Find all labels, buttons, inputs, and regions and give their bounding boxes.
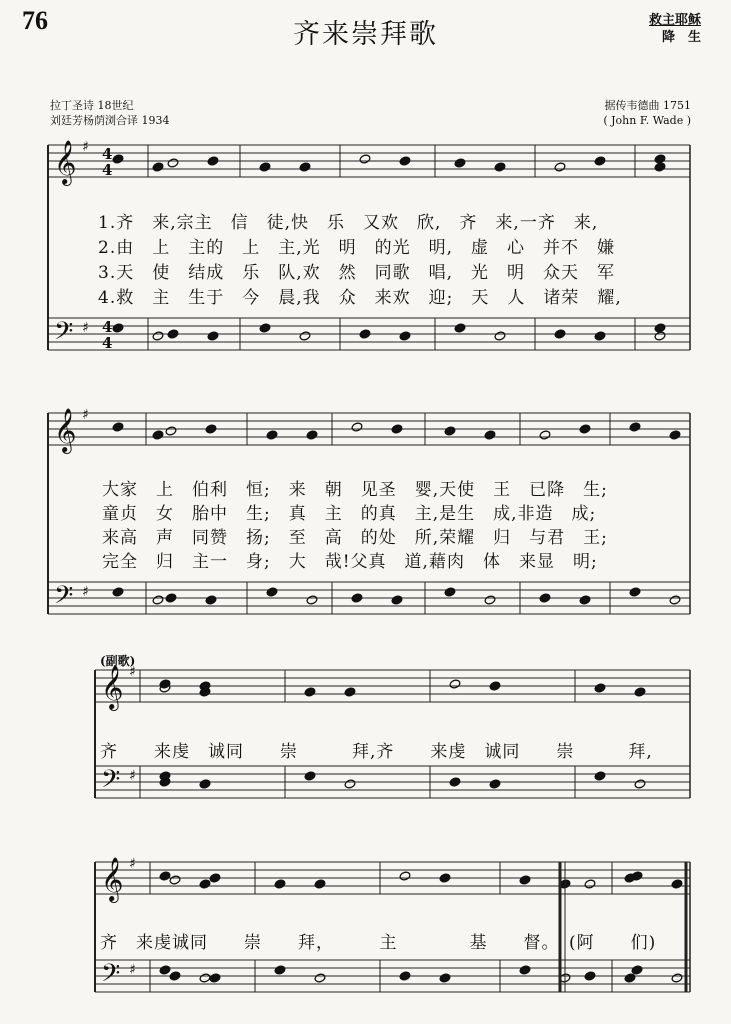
note-head (274, 965, 286, 975)
note-head (199, 879, 211, 889)
note-head (391, 424, 403, 434)
note-head (454, 323, 466, 333)
note-head (359, 154, 371, 164)
treble-clef-icon: 𝄞 (54, 408, 77, 452)
lyric-verse-1-sys1: 1.齐 来,宗主 信 徒,快 乐 又欢 欣, 齐 来,一齐 来, (98, 213, 599, 233)
treble-clef-icon: 𝄞 (101, 857, 124, 901)
note-head (344, 687, 356, 697)
note-head (112, 154, 124, 164)
time-signature: 4 (102, 334, 113, 352)
note-head (579, 595, 591, 605)
sharp-icon: ♯ (82, 407, 89, 423)
note-head (399, 871, 411, 881)
refrain-lyric-1: 齐 来虔 诚同 崇 拜,齐 来虔 诚同 崇 拜, (100, 742, 653, 762)
note-head (274, 879, 286, 889)
note-head (594, 771, 606, 781)
treble-clef-icon: 𝄞 (101, 665, 124, 709)
refrain-label: (副歌) (100, 654, 136, 668)
category-line-2: 降 生 (661, 30, 701, 45)
note-head (351, 422, 363, 432)
note-head (594, 331, 606, 341)
note-head (399, 156, 411, 166)
time-signature: 4 (102, 145, 113, 163)
note-head (519, 875, 531, 885)
note-head (634, 687, 646, 697)
note-head (205, 595, 217, 605)
lyric-verse-1-sys2: 大家 上 伯利 恒; 来 朝 见圣 婴,天使 王 已降 生; (102, 480, 608, 500)
note-head (209, 873, 221, 883)
note-head (152, 162, 164, 172)
bass-clef-icon: 𝄢 (101, 765, 121, 800)
music-credit-line-2: ( John F. Wade ) (603, 114, 691, 127)
note-head (494, 162, 506, 172)
note-head (169, 875, 181, 885)
note-head (439, 873, 451, 883)
note-head (579, 424, 591, 434)
bass-clef-icon: 𝄢 (101, 959, 121, 994)
note-head (449, 777, 461, 787)
note-head (669, 430, 681, 440)
note-head (152, 331, 164, 341)
note-head (654, 162, 666, 172)
sharp-icon: ♯ (82, 320, 89, 336)
note-head (112, 323, 124, 333)
lyric-verse-4-sys1: 4.救 主 生于 今 晨,我 众 来欢 迎; 天 人 诸荣 耀, (98, 288, 622, 308)
note-head (165, 426, 177, 436)
note-head (444, 426, 456, 436)
note-head (259, 323, 271, 333)
note-head (299, 331, 311, 341)
words-credit-line-2: 刘廷芳杨荫浏合译 1934 (50, 114, 170, 127)
treble-clef-icon: 𝄞 (54, 140, 77, 184)
note-head (631, 965, 643, 975)
note-head (207, 156, 219, 166)
note-head (159, 871, 171, 881)
words-credit-line-1: 拉丁圣诗 18世纪 (50, 99, 134, 112)
note-head (439, 973, 451, 983)
note-head (554, 329, 566, 339)
note-head (671, 879, 683, 889)
note-head (167, 158, 179, 168)
note-head (634, 779, 646, 789)
note-head (207, 331, 219, 341)
note-head (199, 973, 211, 983)
time-signature: 4 (102, 318, 113, 336)
bass-clef-icon: 𝄢 (54, 581, 74, 616)
note-head (519, 965, 531, 975)
note-head (152, 430, 164, 440)
note-head (165, 593, 177, 603)
note-head (654, 323, 666, 333)
hymn-title: 齐来崇拜歌 (293, 19, 438, 50)
note-head (489, 779, 501, 789)
note-head (454, 158, 466, 168)
hymn-number: 76 (22, 6, 48, 35)
sharp-icon: ♯ (82, 584, 89, 600)
note-head (112, 422, 124, 432)
refrain-lyric-2: 齐 来虔诚同 崇 拜， 主 基 督。 (阿 们) (100, 933, 657, 953)
note-head (306, 430, 318, 440)
time-signature: 4 (102, 161, 113, 179)
note-head (304, 687, 316, 697)
note-head (594, 156, 606, 166)
category-line-1: 救主耶稣 (648, 13, 701, 28)
note-head (306, 595, 318, 605)
note-head (444, 587, 456, 597)
note-head (159, 965, 171, 975)
note-head (449, 679, 461, 689)
note-head (669, 595, 681, 605)
sharp-icon: ♯ (129, 962, 136, 978)
lyric-verse-4-sys2: 完全 归 主一 身; 大 哉!父真 道,藉肉 体 来显 明; (102, 552, 598, 572)
note-head (654, 331, 666, 341)
note-head (199, 779, 211, 789)
note-head (629, 422, 641, 432)
note-head (359, 329, 371, 339)
sharp-icon: ♯ (129, 768, 136, 784)
note-head (484, 595, 496, 605)
note-head (594, 683, 606, 693)
note-head (539, 430, 551, 440)
note-head (344, 779, 356, 789)
note-head (169, 971, 181, 981)
note-head (152, 595, 164, 605)
note-head (629, 587, 641, 597)
note-head (266, 430, 278, 440)
note-head (314, 973, 326, 983)
lyric-verse-3-sys1: 3.天 使 结成 乐 队,欢 然 同歌 唱, 光 明 众天 军 (98, 263, 616, 283)
note-head (266, 587, 278, 597)
note-head (205, 424, 217, 434)
note-head (391, 595, 403, 605)
note-head (314, 879, 326, 889)
lyric-verse-2-sys1: 2.由 上 主的 上 主,光 明 的光 明, 虚 心 并不 嫌 (98, 238, 616, 258)
sharp-icon: ♯ (129, 856, 136, 872)
note-head (584, 971, 596, 981)
note-head (489, 681, 501, 691)
note-head (654, 154, 666, 164)
note-head (584, 879, 596, 889)
note-head (539, 593, 551, 603)
note-head (671, 973, 683, 983)
note-head (494, 331, 506, 341)
bass-clef-icon: 𝄢 (54, 317, 74, 352)
note-head (554, 162, 566, 172)
sharp-icon: ♯ (82, 139, 89, 155)
note-head (399, 971, 411, 981)
lyric-verse-2-sys2: 童贞 女 胎中 生; 真 主 的真 主,是生 成,非造 成; (102, 504, 597, 524)
note-head (259, 162, 271, 172)
lyric-verse-3-sys2: 来高 声 同赞 扬; 至 高 的处 所,荣耀 归 与君 王; (102, 528, 608, 548)
note-head (351, 593, 363, 603)
note-head (304, 771, 316, 781)
sharp-icon: ♯ (129, 664, 136, 680)
note-head (484, 430, 496, 440)
note-head (299, 162, 311, 172)
music-credit-line-1: 据传韦德曲 1751 (604, 99, 691, 112)
note-head (209, 973, 221, 983)
note-head (112, 587, 124, 597)
note-head (167, 329, 179, 339)
note-head (399, 331, 411, 341)
note-head (624, 973, 636, 983)
